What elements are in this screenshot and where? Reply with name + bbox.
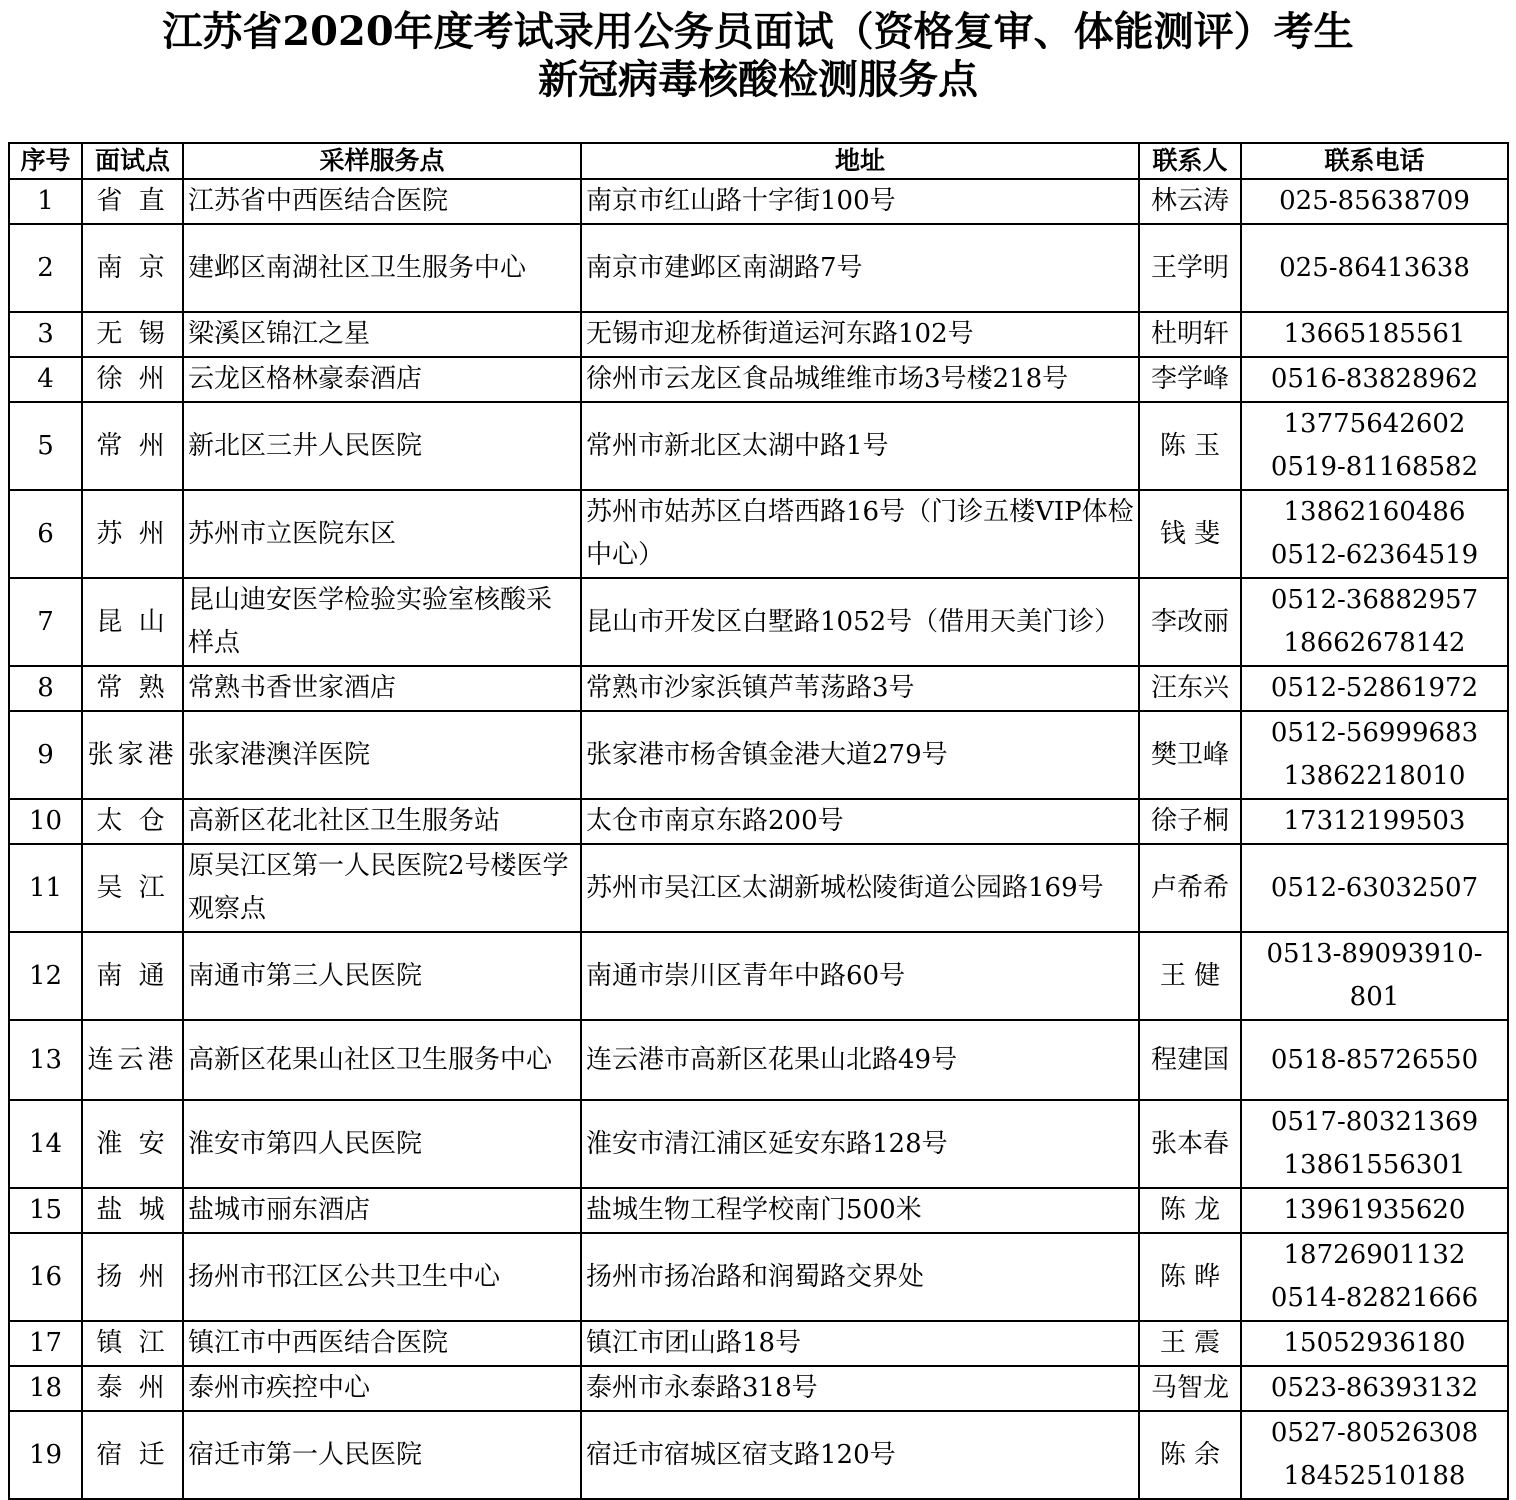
row-number: 13 [9,1020,82,1100]
sampling-site: 扬州市邗江区公共卫生中心 [183,1233,581,1321]
phone-number: 15052936180 [1283,1328,1466,1358]
row-number: 4 [9,357,82,402]
sampling-site: 原吴江区第一人民医院2号楼医学观察点 [183,844,581,932]
contact-person: 陈 余 [1139,1411,1241,1499]
table-row [9,844,1508,932]
contact-person: 樊卫峰 [1139,711,1241,799]
address: 扬州市扬冶路和润蜀路交界处 [581,1233,1139,1321]
contact-person: 卢希希 [1139,844,1241,932]
row-number: 8 [9,666,82,711]
table-row [9,578,1508,666]
phone-number: 13862160486 [1283,497,1466,527]
sampling-site: 建邺区南湖社区卫生服务中心 [183,224,581,312]
contact-phone [1241,1020,1508,1100]
address: 太仓市南京东路200号 [581,799,1139,844]
row-number: 7 [9,578,82,666]
interview-city: 淮 安 [82,1100,183,1188]
contact-phone [1241,1188,1508,1233]
row-number: 16 [9,1233,82,1321]
phone-number: 0512-56999683 [1270,718,1479,748]
sampling-site: 云龙区格林豪泰酒店 [183,357,581,402]
title-line-2: 新冠病毒核酸检测服务点 [538,56,978,103]
contact-phone [1241,1233,1508,1321]
row-number: 15 [9,1188,82,1233]
address: 盐城生物工程学校南门500米 [581,1188,1139,1233]
table-row [9,1366,1508,1411]
address: 南通市崇川区青年中路60号 [581,932,1139,1020]
phone-number: 13665185561 [1283,319,1466,349]
address: 南京市红山路十字街100号 [581,179,1139,224]
contact-person: 陈 玉 [1139,402,1241,490]
address: 连云港市高新区花果山北路49号 [581,1020,1139,1100]
document-title [0,0,1516,142]
table-row [9,357,1508,402]
contact-person: 程建国 [1139,1020,1241,1100]
interview-city: 镇 江 [82,1321,183,1366]
contact-phone [1241,711,1508,799]
contact-person: 李学峰 [1139,357,1241,402]
sampling-site: 盐城市丽东酒店 [183,1188,581,1233]
header-no: 序号 [9,143,82,179]
header-address: 地址 [581,143,1139,179]
phone-number: 025-85638709 [1279,186,1470,216]
row-number: 10 [9,799,82,844]
phone-number: 0512-36882957 [1270,585,1479,615]
sampling-site: 镇江市中西医结合医院 [183,1321,581,1366]
interview-city: 南 京 [82,224,183,312]
contact-person: 张本春 [1139,1100,1241,1188]
phone-number: 0512-63032507 [1270,872,1479,903]
row-number: 2 [9,224,82,312]
phone-number: 13775642602 [1283,409,1466,439]
sampling-site: 江苏省中西医结合医院 [183,179,581,224]
header-row [9,143,1508,179]
row-number: 17 [9,1321,82,1366]
service-points-table [8,142,1509,1500]
table-row [9,490,1508,578]
contact-phone [1241,179,1508,224]
contact-person: 李改丽 [1139,578,1241,666]
table-row [9,711,1508,799]
address: 南京市建邺区南湖路7号 [581,224,1139,312]
table-row [9,1020,1508,1100]
address: 常州市新北区太湖中路1号 [581,402,1139,490]
phone-number: 0523-86393132 [1270,1373,1479,1403]
header-contact: 联系人 [1139,143,1241,179]
sampling-site: 泰州市疾控中心 [183,1366,581,1411]
row-number: 1 [9,179,82,224]
phone-number: 13961935620 [1283,1195,1466,1225]
table-row [9,1411,1508,1499]
address: 泰州市永泰路318号 [581,1366,1139,1411]
row-number: 3 [9,312,82,357]
phone-number: 0512-62364519 [1270,540,1479,570]
contact-phone [1241,1321,1508,1366]
row-number: 11 [9,844,82,932]
phone-number: 18662678142 [1283,628,1466,658]
contact-person: 陈 晔 [1139,1233,1241,1321]
interview-city: 无 锡 [82,312,183,357]
header-phone: 联系电话 [1241,143,1508,179]
phone-number: 13861556301 [1283,1150,1466,1180]
phone-number: 0527-80526308 [1270,1418,1479,1448]
address: 无锡市迎龙桥街道运河东路102号 [581,312,1139,357]
address: 常熟市沙家浜镇芦苇荡路3号 [581,666,1139,711]
address: 张家港市杨舍镇金港大道279号 [581,711,1139,799]
header-site: 采样服务点 [183,143,581,179]
title-line-1: 江苏省2020年度考试录用公务员面试（资格复审、体能测评）考生 [162,8,1354,55]
sampling-site: 淮安市第四人民医院 [183,1100,581,1188]
contact-phone [1241,312,1508,357]
phone-number: 0519-81168582 [1270,452,1479,482]
contact-phone [1241,402,1508,490]
contact-phone [1241,666,1508,711]
contact-person: 钱 斐 [1139,490,1241,578]
table-row [9,402,1508,490]
contact-person: 杜明轩 [1139,312,1241,357]
address: 镇江市团山路18号 [581,1321,1139,1366]
table-row [9,932,1508,1020]
phone-number: 0513-89093910-801 [1266,939,1483,1012]
sampling-site: 梁溪区锦江之星 [183,312,581,357]
contact-person: 王 震 [1139,1321,1241,1366]
sampling-site: 常熟书香世家酒店 [183,666,581,711]
sampling-site: 苏州市立医院东区 [183,490,581,578]
contact-person: 王学明 [1139,224,1241,312]
row-number: 19 [9,1411,82,1499]
address: 苏州市吴江区太湖新城松陵街道公园路169号 [581,844,1139,932]
table-body [9,179,1508,1499]
row-number: 6 [9,490,82,578]
address: 淮安市清江浦区延安东路128号 [581,1100,1139,1188]
contact-phone [1241,932,1508,1020]
interview-city: 南 通 [82,932,183,1020]
contact-phone [1241,490,1508,578]
phone-number: 17312199503 [1283,806,1466,836]
sampling-site: 南通市第三人民医院 [183,932,581,1020]
interview-city: 张家港 [82,711,183,799]
sampling-site: 宿迁市第一人民医院 [183,1411,581,1499]
contact-person: 汪东兴 [1139,666,1241,711]
address: 昆山市开发区白墅路1052号（借用天美门诊） [581,578,1139,666]
contact-phone [1241,1100,1508,1188]
sampling-site: 张家港澳洋医院 [183,711,581,799]
interview-city: 太 仓 [82,799,183,844]
contact-phone [1241,1411,1508,1499]
phone-number: 0514-82821666 [1270,1283,1479,1313]
phone-number: 0516-83828962 [1270,364,1479,394]
sampling-site: 高新区花北社区卫生服务站 [183,799,581,844]
table-row [9,224,1508,312]
interview-city: 泰 州 [82,1366,183,1411]
table-row [9,1321,1508,1366]
phone-number: 18726901132 [1283,1240,1466,1270]
row-number: 12 [9,932,82,1020]
table-row [9,179,1508,224]
table-row [9,666,1508,711]
phone-number: 13862218010 [1283,761,1466,791]
contact-phone [1241,357,1508,402]
row-number: 5 [9,402,82,490]
interview-city: 昆 山 [82,578,183,666]
header-city: 面试点 [82,143,183,179]
contact-phone [1241,1366,1508,1411]
row-number: 9 [9,711,82,799]
phone-number: 0512-52861972 [1270,673,1479,703]
sampling-site: 新北区三井人民医院 [183,402,581,490]
contact-phone [1241,578,1508,666]
contact-person: 林云涛 [1139,179,1241,224]
interview-city: 苏 州 [82,490,183,578]
address: 徐州市云龙区食品城维维市场3号楼218号 [581,357,1139,402]
contact-phone [1241,844,1508,932]
phone-number: 0518-85726550 [1270,1044,1479,1075]
interview-city: 连云港 [82,1020,183,1100]
interview-city: 常 州 [82,402,183,490]
table-row [9,1188,1508,1233]
contact-phone [1241,224,1508,312]
address: 宿迁市宿城区宿支路120号 [581,1411,1139,1499]
phone-number: 025-86413638 [1279,252,1470,283]
phone-number: 0517-80321369 [1270,1107,1479,1137]
table-row [9,1233,1508,1321]
phone-number: 18452510188 [1283,1461,1466,1491]
table-row [9,312,1508,357]
contact-person: 王 健 [1139,932,1241,1020]
row-number: 14 [9,1100,82,1188]
table-row [9,799,1508,844]
contact-person: 徐子桐 [1139,799,1241,844]
interview-city: 常 熟 [82,666,183,711]
table-row [9,1100,1508,1188]
contact-person: 马智龙 [1139,1366,1241,1411]
contact-phone [1241,799,1508,844]
interview-city: 省 直 [82,179,183,224]
interview-city: 盐 城 [82,1188,183,1233]
sampling-site: 昆山迪安医学检验实验室核酸采样点 [183,578,581,666]
row-number: 18 [9,1366,82,1411]
interview-city: 扬 州 [82,1233,183,1321]
interview-city: 吴 江 [82,844,183,932]
interview-city: 徐 州 [82,357,183,402]
sampling-site: 高新区花果山社区卫生服务中心 [183,1020,581,1100]
address: 苏州市姑苏区白塔西路16号（门诊五楼VIP体检中心） [581,490,1139,578]
interview-city: 宿 迁 [82,1411,183,1499]
contact-person: 陈 龙 [1139,1188,1241,1233]
